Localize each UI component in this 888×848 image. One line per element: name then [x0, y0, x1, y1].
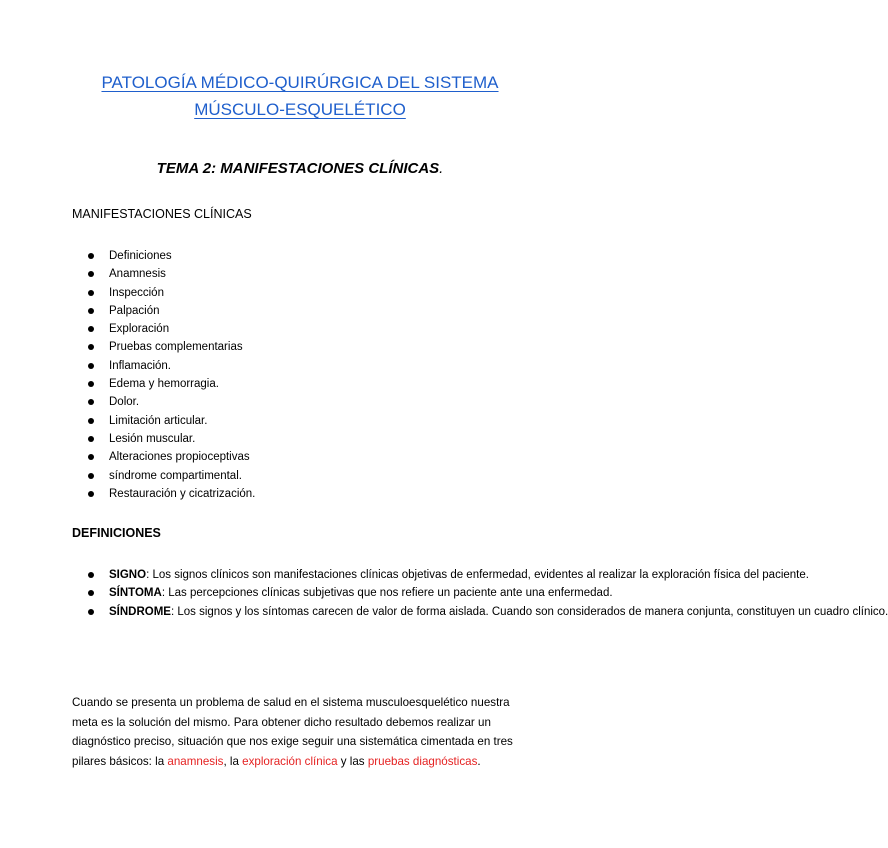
list-item: Definiciones — [88, 247, 255, 265]
paragraph-text: . — [477, 754, 481, 768]
intro-paragraph — [72, 693, 532, 771]
list-item: Inspección — [88, 284, 255, 302]
definition-term: SIGNO — [109, 569, 147, 581]
list-item: Dolor. — [88, 393, 255, 411]
definition-item-signo — [88, 566, 809, 584]
definition-item-sintoma — [88, 584, 613, 602]
definition-text: : Los signos y los síntomas carecen de valor de forma aislada. Cuando son considerados de manera conjunta, constituyen un cuadro clínico. — [170, 605, 888, 618]
topic-title — [60, 160, 540, 177]
list-item: Limitación articular. — [88, 412, 255, 430]
definition-term: SÍNTOMA — [109, 587, 162, 600]
list-item: Inflamación. — [88, 357, 255, 375]
document-title-line-2: MÚSCULO-ESQUELÉTICO — [194, 100, 406, 119]
list-item: Alteraciones propioceptivas — [88, 448, 255, 466]
definiciones-list — [88, 566, 888, 621]
document-title — [60, 69, 540, 123]
document-title-line-1: PATOLOGÍA MÉDICO-QUIRÚRGICA DEL SISTEMA — [101, 73, 499, 92]
definition-term: SÍNDROME — [109, 605, 171, 618]
manifestaciones-list — [88, 247, 255, 503]
list-item: Lesión muscular. — [88, 430, 255, 448]
definition-text: : Los signos clínicos son manifestaciones clínicas objetivas de enfermedad, evidentes al realizar la exploración física del paciente. — [146, 569, 809, 581]
topic-title-period: . — [439, 160, 444, 177]
list-item: Exploración — [88, 320, 255, 338]
definition-item-sindrome — [88, 603, 888, 621]
definition-text: : Las percepciones clínicas subjetivas que nos refiere un paciente ante una enfermedad. — [161, 587, 613, 600]
paragraph-text: , la — [223, 754, 243, 768]
list-item: Pruebas complementarias — [88, 338, 255, 356]
list-item: Edema y hemorragia. — [88, 375, 255, 393]
list-item: Palpación — [88, 302, 255, 320]
list-item: Anamnesis — [88, 265, 255, 283]
list-item: Restauración y cicatrización. — [88, 485, 255, 503]
section-heading-manifestaciones: MANIFESTACIONES CLÍNICAS — [72, 207, 252, 221]
paragraph-text: y las — [337, 754, 368, 768]
highlight-pruebas-diagnosticas: pruebas diagnósticas — [367, 754, 478, 768]
highlight-exploracion-clinica: exploración clínica — [242, 754, 338, 768]
paragraph-text: Cuando se presenta un problema de salud en el sistema musculoesquelético nuestra meta es la solución del mismo. Para obtener dicho resultado debemos realizar un diagnóstico preciso, situación que nos exige seguir una sistemática cimentada en tres pilares básicos: la — [72, 696, 513, 768]
list-item: síndrome compartimental. — [88, 467, 255, 485]
topic-title-text: TEMA 2: MANIFESTACIONES CLÍNICAS — [156, 160, 440, 177]
highlight-anamnesis: anamnesis — [167, 754, 224, 768]
section-heading-definiciones: DEFINICIONES — [72, 526, 161, 540]
